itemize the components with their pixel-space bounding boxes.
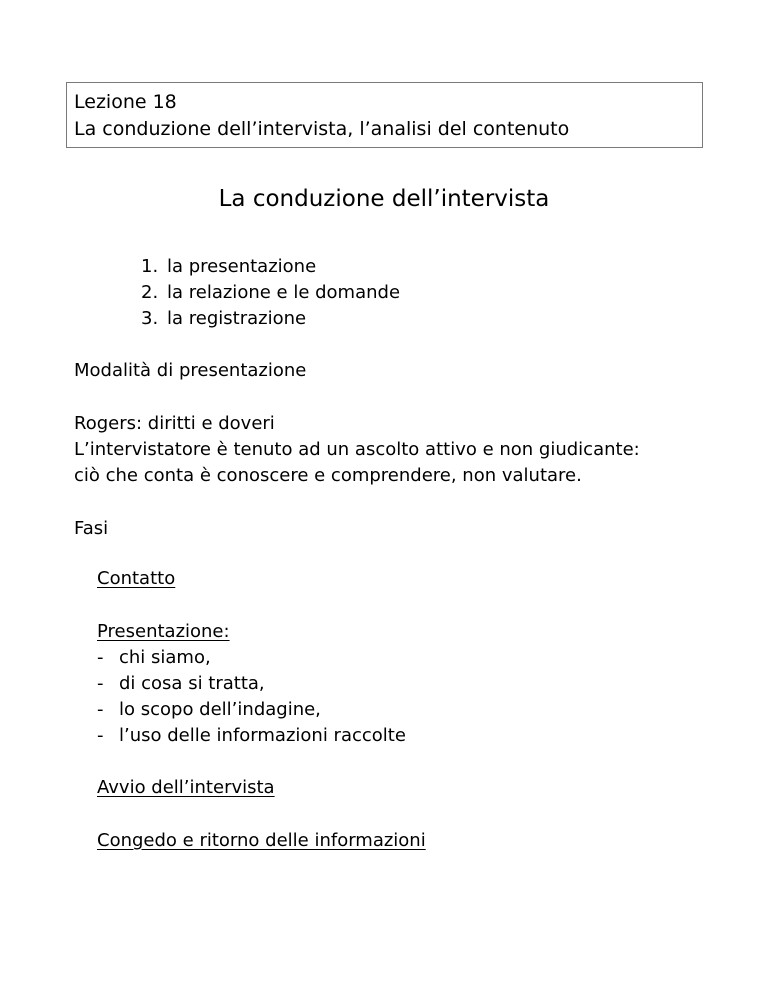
dash-bullet: - <box>97 673 104 694</box>
list-item: la registrazione <box>167 308 307 329</box>
list-item: di cosa si tratta, <box>119 673 265 694</box>
page-title: La conduzione dell’intervista <box>218 186 550 212</box>
congedo-heading: Congedo e ritorno delle informazioni <box>97 830 426 851</box>
rogers-text-line: L’intervistatore è tenuto ad un ascolto attivo e non giudicante: <box>74 439 640 460</box>
list-number: 2. <box>141 282 159 303</box>
dash-bullet: - <box>97 647 104 668</box>
list-item: lo scopo dell’indagine, <box>119 699 321 720</box>
list-number: 3. <box>141 308 159 329</box>
lesson-number: Lezione 18 <box>74 91 177 113</box>
fasi-heading: Fasi <box>74 518 109 539</box>
list-item: l’uso delle informazioni raccolte <box>119 725 406 746</box>
list-item: la relazione e le domande <box>167 282 401 303</box>
rogers-text-line: ciò che conta è conoscere e comprendere, non valutare. <box>74 465 582 486</box>
presentazione-heading: Presentazione: <box>97 621 230 642</box>
list-item: chi siamo, <box>119 647 211 668</box>
rogers-line: Rogers: diritti e doveri <box>74 413 275 434</box>
list-item: la presentazione <box>167 256 317 277</box>
modalita-heading: Modalità di presentazione <box>74 360 307 381</box>
avvio-heading: Avvio dell’intervista <box>97 777 275 798</box>
lesson-header-box <box>66 82 703 148</box>
dash-bullet: - <box>97 699 104 720</box>
list-number: 1. <box>141 256 159 277</box>
lesson-subtitle: La conduzione dell’intervista, l’analisi del contenuto <box>74 118 570 140</box>
dash-bullet: - <box>97 725 104 746</box>
contatto-heading: Contatto <box>97 568 176 589</box>
